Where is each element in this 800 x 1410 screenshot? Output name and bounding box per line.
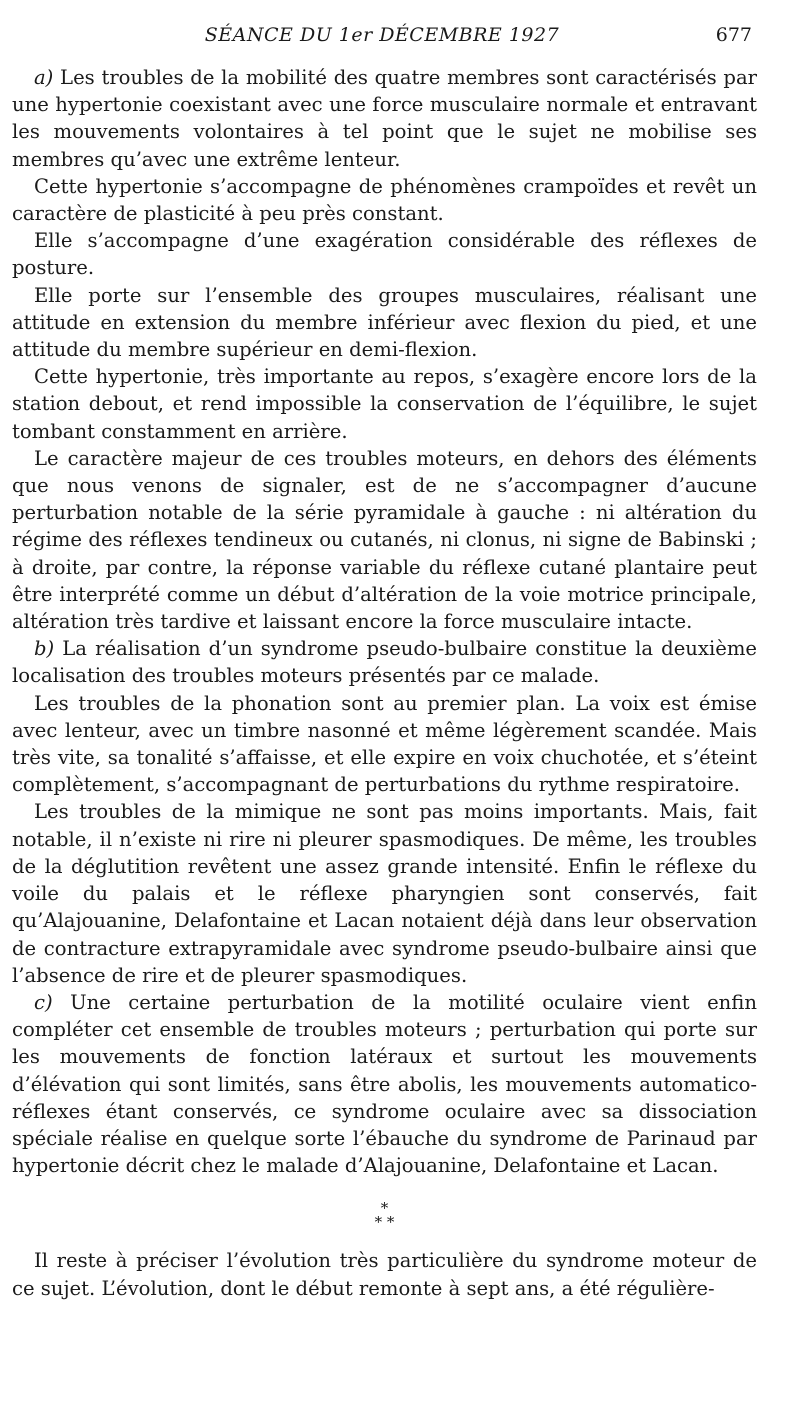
paragraph: Cette hypertonie, très importante au repos, s’exagère encore lors de la station debout, et rend impossible la conservation de l’équilibre, le sujet tombant constamment en arrière. <box>12 365 757 443</box>
paragraph: Les troubles de la phonation sont au premier plan. La voix est émise avec lenteur, avec un timbre nasonné et même légèrement scandée. Mais très vite, sa tonalité s’affaisse, et elle expire en voix chuchotée, et s’éteint complètement, s’accompagnant de perturbations du rythme respiratoire. <box>12 691 757 797</box>
paragraph: Les troubles de la mimique ne sont pas moins importants. Mais, fait notable, il n’existe ni rire ni pleurer spasmodiques. De même, les troubles de la déglutition revêtent une assez grande intensité. Enfin le réflexe du voile du palais et le réflexe pharyngien sont conservés, fait qu’Alajouanine, Delafontaine et Lacan notaient déjà dans leur observation de contracture extrapyramidale avec syndrome pseudo-bulbaire ainsi que l’absence de rire et de pleurer spasmodiques. <box>12 800 757 987</box>
paragraph-text: Les troubles de la mobilité des quatre membres sont caractérisés par une hypertonie coexistant avec une force musculaire normale et entravant les mouvements volontaires à tel point que le sujet ne mobilise ses membres qu’avec une extrême lenteur. <box>12 66 757 171</box>
page-number: 677 <box>715 24 752 46</box>
asterism-separator <box>12 1199 757 1232</box>
paragraph-c-ocular <box>12 989 757 1179</box>
item-letter: c) <box>34 990 53 1014</box>
body-text <box>12 64 757 1302</box>
paragraph-text: Une certaine perturbation de la motilité oculaire vient enfin compléter cet ensemble de troubles moteurs ; perturbation qui porte sur les mouvements de fonction latéraux et surtout les mouvements d’élévation qui sont limités, sans être abolis, les mouvements automatico-réflexes étant conservés, ce syndrome oculaire avec sa dissociation spéciale réalise en quelque sorte l’ébauche du syndrome de Parinaud par hypertonie décrit chez le malade d’Alajouanine, Delafontaine et Lacan. <box>12 990 757 1178</box>
paragraph-b-pseudobulbar <box>12 635 757 689</box>
item-letter: a) <box>34 66 54 89</box>
paragraph: Le caractère majeur de ces troubles moteurs, en dehors des éléments que nous venons de signaler, est de ne s’accompagner d’aucune perturbation notable de la série pyramidale à gauche : ni altération du régime des réflexes tendineux ou cutanés, ni clonus, ni signe de Babinski ; à droite, par contre, la réponse variable du réflexe cutané plantaire peut être interprété comme un début d’altération de la voie motrice principale, altération très tardive et laissant encore la force musculaire intacte. <box>12 446 757 634</box>
paragraph: Elle porte sur l’ensemble des groupes musculaires, réalisant une attitude en extension du membre inférieur avec flexion du pied, et une attitude du membre supérieur en demi-flexion. <box>12 283 757 362</box>
asterism-bottom: * * <box>374 1213 395 1232</box>
running-title: SÉANCE DU 1er DÉCEMBRE 1927 <box>204 24 560 46</box>
paragraph: Cette hypertonie s’accompagne de phénomènes crampoïdes et revêt un caractère de plasticité à peu près constant. <box>12 174 757 226</box>
page-header <box>12 22 752 50</box>
item-letter: b) <box>34 637 55 661</box>
paragraph: Elle s’accompagne d’une exagération considérable des réflexes de posture. <box>12 229 757 280</box>
asterism-top: * <box>380 1199 389 1218</box>
paragraph-a-mobility <box>12 64 757 173</box>
paragraph-text: La réalisation d’un syndrome pseudo-bulbaire constitue la deuxième localisation des troubles moteurs présentés par ce malade. <box>12 637 757 688</box>
paragraph-final: Il reste à préciser l’évolution très particulière du syndrome moteur de ce sujet. L’évolution, dont le début remonte à sept ans, a été régulière- <box>12 1249 757 1300</box>
